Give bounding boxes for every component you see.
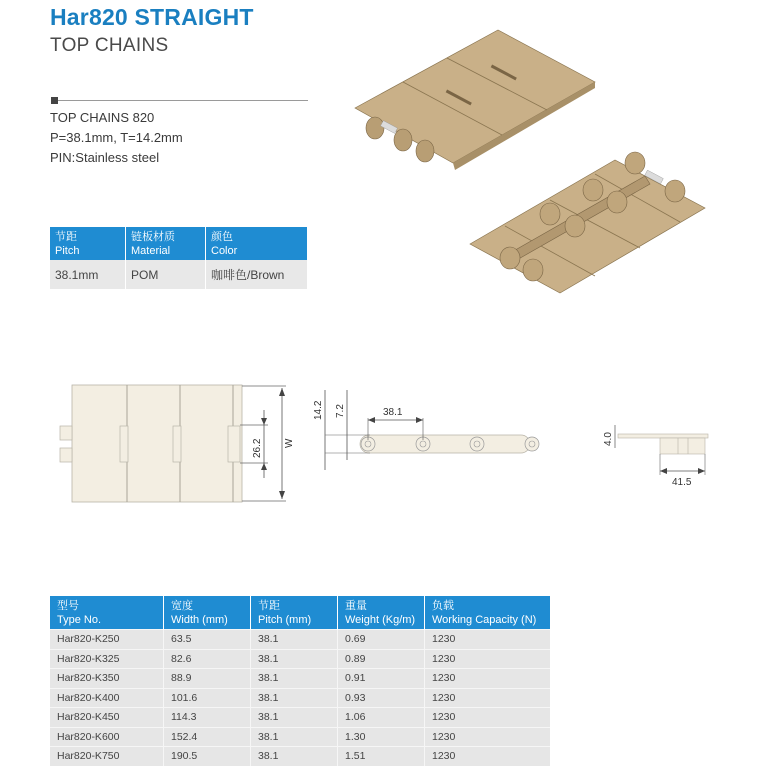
page-subtitle: TOP CHAINS [50, 35, 169, 56]
table-row: Har820-K350 88.9 38.1 0.91 1230 [50, 669, 550, 689]
header-pitch: 节距 Pitch [50, 227, 126, 260]
data-table-header [50, 596, 550, 630]
spec-line-pin: PIN:Stainless steel [50, 150, 160, 165]
spec-line-model: TOP CHAINS 820 [50, 110, 155, 125]
chain-render-bottom [470, 152, 705, 293]
spec-table [50, 227, 307, 289]
spec-table-row [50, 260, 307, 289]
header-type-no: 型号 Type No. [50, 596, 164, 630]
dim-height-pin-label: 7.2 [335, 404, 346, 418]
header-pitch: 节距 Pitch (mm) [251, 596, 338, 630]
header-width: 宽度 Width (mm) [164, 596, 251, 630]
spec-line-dimensions: P=38.1mm, T=14.2mm [50, 130, 183, 145]
end-view-drawing [603, 425, 708, 488]
divider-line [58, 100, 308, 101]
chain-3d-renders [345, 8, 725, 298]
technical-drawings [40, 370, 730, 510]
side-view-drawing [313, 390, 539, 470]
dim-base-width-label: 41.5 [672, 477, 692, 488]
header-material: 链板材质 Material [126, 227, 206, 260]
table-row: Har820-K450 114.3 38.1 1.06 1230 [50, 708, 550, 728]
dim-height-total-label: 14.2 [313, 400, 324, 420]
table-row: Har820-K400 101.6 38.1 0.93 1230 [50, 688, 550, 708]
dim-pitch-label: 38.1 [383, 407, 403, 418]
header-working-capacity: 负载 Working Capacity (N) [425, 596, 551, 630]
cell-color: 咖啡色/Brown [206, 260, 308, 289]
dim-width-label: W [284, 438, 295, 448]
table-row: Har820-K325 82.6 38.1 0.89 1230 [50, 649, 550, 669]
page-title: Har820 STRAIGHT [50, 4, 254, 30]
spec-table-header [50, 227, 307, 260]
cell-material: POM [126, 260, 206, 289]
top-view-drawing [60, 385, 295, 502]
cell-pitch: 38.1mm [50, 260, 126, 289]
header-color: 颜色 Color [206, 227, 308, 260]
table-row: Har820-K600 152.4 38.1 1.30 1230 [50, 727, 550, 747]
dim-thickness-label: 4.0 [603, 432, 614, 446]
header-weight: 重量 Weight (Kg/m) [338, 596, 425, 630]
model-data-table [50, 596, 550, 766]
divider-bullet [51, 97, 58, 104]
chain-render-top [355, 30, 595, 170]
dim-inner-label: 26.2 [252, 438, 263, 458]
table-row: Har820-K750 190.5 38.1 1.51 1230 [50, 747, 550, 766]
table-row: Har820-K250 63.5 38.1 0.69 1230 [50, 630, 550, 650]
